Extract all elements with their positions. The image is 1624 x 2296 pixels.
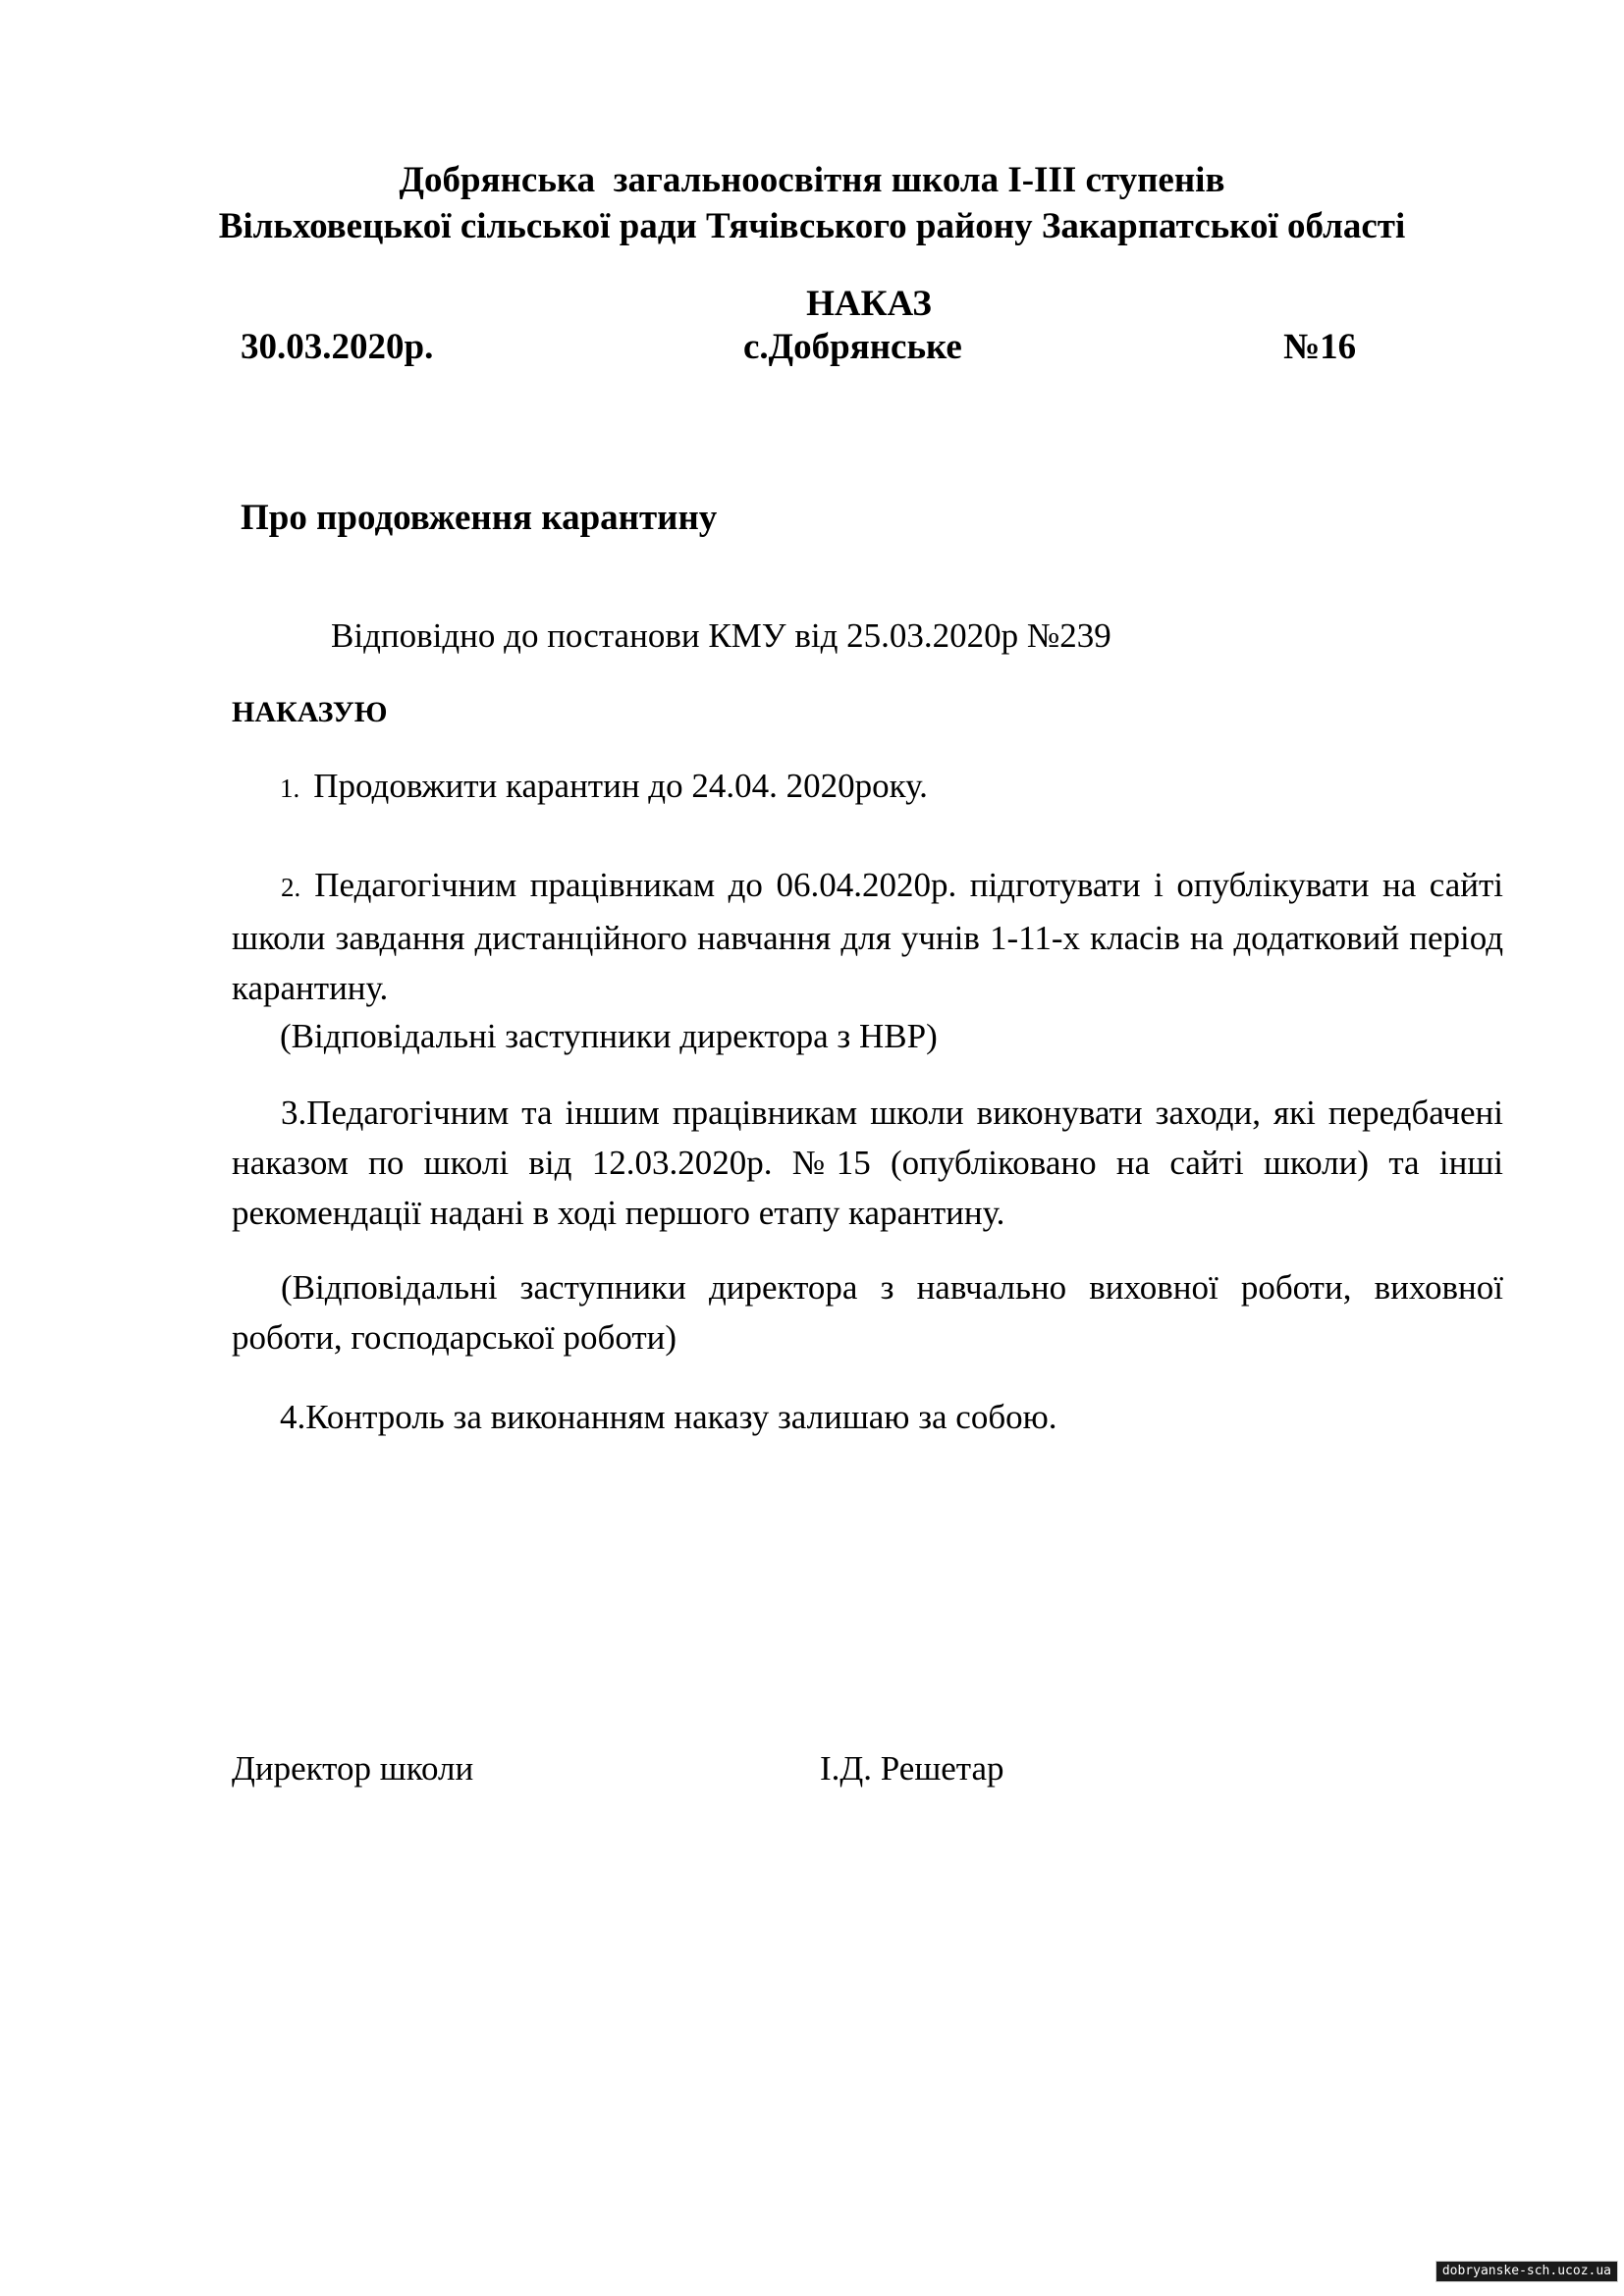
- order-number: №16: [1283, 327, 1357, 367]
- item-2-number: 2.: [281, 873, 301, 902]
- item-3-text: 3.Педагогічним та іншим працівникам школи виконувати заходи, які передбачені наказом по школі від 12.03.2020р. №15 (опубліковано на сайті школи) та інші рекомендації надані в ході першого етапу карантину.: [232, 1094, 1503, 1232]
- item-3-responsible: [232, 1262, 1503, 1362]
- item-3-responsible-text: (Відповідальні заступники директора з навчально виховної роботи, виховної роботи, господарської роботи): [232, 1268, 1503, 1357]
- school-name: Добрянська загальноосвітня школа І-ІІІ ступенів: [399, 160, 1225, 200]
- order-item-4: [280, 1392, 1057, 1442]
- school-affiliation: Вільховецької сільської ради Тячівського району Закарпатської області: [218, 206, 1406, 246]
- order-directive-heading: НАКАЗУЮ: [232, 696, 388, 728]
- signature-position: Директор школи: [232, 1749, 474, 1788]
- site-watermark: dobryanske-sch.ucoz.ua: [1435, 2261, 1618, 2282]
- order-item-3: [232, 1088, 1503, 1238]
- signature-name: І.Д. Решетар: [820, 1749, 1004, 1788]
- order-subject: Про продовження карантину: [241, 498, 718, 538]
- document-header: [0, 157, 1624, 249]
- order-date: 30.03.2020р.: [241, 327, 434, 367]
- order-item-2: [232, 860, 1503, 1013]
- item-1-number: 1.: [280, 774, 300, 803]
- item-1-text: Продовжити карантин до 24.04. 2020року.: [313, 767, 928, 805]
- item-4-text: 4.Контроль за виконанням наказу залишаю за собою.: [280, 1398, 1057, 1436]
- order-title: НАКАЗ: [806, 284, 932, 324]
- item-2-text: Педагогічним працівникам до 06.04.2020р. підготувати і опублікувати на сайті школи завдання дистанційного навчання для учнів 1-11-х класів на додатковий період карантину.: [232, 866, 1503, 1007]
- order-place: с.Добрянське: [743, 327, 962, 367]
- order-item-1: [280, 761, 1458, 814]
- order-basis: Відповідно до постанови КМУ від 25.03.2020р №239: [331, 616, 1111, 655]
- item-2-responsible: (Відповідальні заступники директора з НВР): [280, 1017, 938, 1055]
